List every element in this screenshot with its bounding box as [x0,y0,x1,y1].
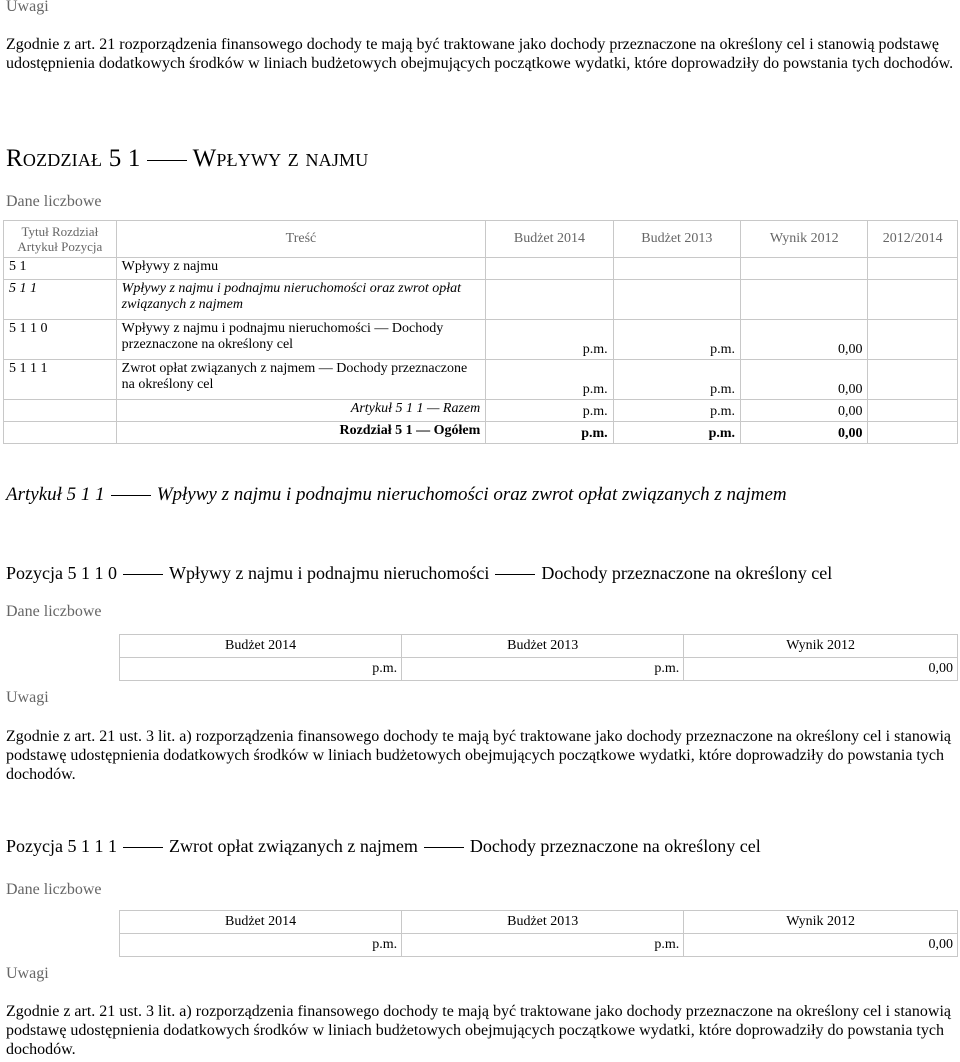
col-header-text: Treść [116,221,486,258]
empty-cell [4,400,117,422]
cell-b2014 [486,258,613,280]
uwagi-note: Zgodnie z art. 21 ust. 3 lit. a) rozporządzenia finansowego dochody te mają być traktowane jako dochody przeznaczone na określony cel i stanowią podstawę udostępnienia dodatkowych środków w liniach budżetowych obejmujących początkowe wydatki, które doprowadziły do powstania tych dochodów. [6,1003,951,1058]
col-header-b2013: Budżet 2013 [613,221,740,258]
chapter-label: Rozdział 5 1 [6,145,141,172]
dane-liczbowe-label: Dane liczbowe [6,603,102,620]
chapter-table [3,220,958,444]
total-label: Rozdział 5 1 — Ogółem [116,422,486,444]
position-name: Wpływy z najmu i podnajmu nieruchomości [168,563,490,583]
cell-w2012: 0,00 [741,400,868,422]
article-label: Artykuł 5 1 1 [6,484,105,505]
cell-b2014: p.m. [486,360,613,400]
dash-separator [424,847,464,848]
cell-b2013: p.m. [613,360,740,400]
cell-b2013: p.m. [402,934,684,957]
position-heading [6,563,832,584]
row-text: Zwrot opłat związanych z najmem — Dochody przeznaczone na określony cel [116,360,486,400]
table-row [4,280,958,320]
position-suffix: Dochody przeznaczone na określony cel [469,836,761,856]
article-heading [6,484,787,506]
empty-cell [4,422,117,444]
cell-b2014: p.m. [120,934,402,957]
chapter-heading [6,145,368,173]
dash-separator [123,847,163,848]
cell-ratio [868,280,958,320]
cell-w2012: 0,00 [741,320,868,360]
subtotal-label: Artykuł 5 1 1 — Razem [116,400,486,422]
position-heading [6,836,761,857]
uwagi-heading: Uwagi [6,689,49,706]
row-text: Wpływy z najmu i podnajmu nieruchomości — Dochody przeznaczone na określony cel [116,320,486,360]
cell-w2012: 0,00 [741,422,868,444]
position-table [119,910,958,957]
chapter-name: Wpływy z najmu [192,145,369,172]
position-name: Zwrot opłat związanych z najmem [168,836,418,856]
row-text: Wpływy z najmu i podnajmu nieruchomości oraz zwrot opłat związanych z najmem [116,280,486,320]
cell-ratio [868,360,958,400]
col-header-b2013: Budżet 2013 [402,635,684,658]
col-header-b2014: Budżet 2014 [120,635,402,658]
cell-b2014 [486,280,613,320]
uwagi-note: Zgodnie z art. 21 rozporządzenia finansowego dochody te mają być traktowane jako dochody przeznaczone na określony cel i stanowią podstawę udostępnienia dodatkowych środków w liniach budżetowych obejmujących początkowe wydatki, które doprowadziły do powstania tych dochodów. [6,36,954,72]
cell-ratio [868,320,958,360]
col-header-b2014: Budżet 2014 [486,221,613,258]
col-header-code: Tytuł Rozdział Artykuł Pozycja [4,221,117,258]
empty-cell [868,400,958,422]
row-code: 5 1 1 0 [4,320,117,360]
total-row [4,422,958,444]
col-header-w2012: Wynik 2012 [741,221,868,258]
row-code: 5 1 1 [4,280,117,320]
cell-b2013: p.m. [613,422,740,444]
article-name: Wpływy z najmu i podnajmu nieruchomości oraz zwrot opłat związanych z najmem [156,484,787,505]
dane-liczbowe-label: Dane liczbowe [6,881,102,898]
position-table [119,634,958,681]
col-header-b2013: Budżet 2013 [402,911,684,934]
table-row [4,360,958,400]
cell-w2012: 0,00 [684,658,958,681]
row-code: 5 1 1 1 [4,360,117,400]
cell-b2014: p.m. [486,400,613,422]
dash-separator [495,574,535,575]
uwagi-heading: Uwagi [6,0,49,15]
cell-b2013: p.m. [613,320,740,360]
uwagi-note: Zgodnie z art. 21 ust. 3 lit. a) rozporządzenia finansowego dochody te mają być traktowane jako dochody przeznaczone na określony cel i stanowią podstawę udostępnienia dodatkowych środków w liniach budżetowych obejmujących początkowe wydatki, które doprowadziły do powstania tych dochodów. [6,728,951,783]
cell-w2012 [741,258,868,280]
empty-cell [868,422,958,444]
cell-b2013 [613,280,740,320]
cell-b2014: p.m. [120,658,402,681]
table-row [4,258,958,280]
col-header-b2014: Budżet 2014 [120,911,402,934]
cell-b2013: p.m. [402,658,684,681]
cell-w2012: 0,00 [684,934,958,957]
col-header-ratio: 2012/2014 [868,221,958,258]
position-suffix: Dochody przeznaczone na określony cel [541,563,833,583]
cell-b2013 [613,258,740,280]
cell-b2014: p.m. [486,320,613,360]
table-row [4,320,958,360]
cell-b2013: p.m. [613,400,740,422]
col-header-w2012: Wynik 2012 [684,911,958,934]
row-text: Wpływy z najmu [116,258,486,280]
row-code: 5 1 [4,258,117,280]
position-label: Pozycja 5 1 1 0 [6,563,117,583]
cell-w2012 [741,280,868,320]
position-label: Pozycja 5 1 1 1 [6,836,117,856]
cell-w2012: 0,00 [741,360,868,400]
uwagi-heading: Uwagi [6,965,49,982]
dash-separator [111,495,151,496]
subtotal-row [4,400,958,422]
cell-ratio [868,258,958,280]
dane-liczbowe-label: Dane liczbowe [6,193,102,210]
cell-b2014: p.m. [486,422,613,444]
dash-separator [123,574,163,575]
dash-separator [147,160,187,161]
col-header-w2012: Wynik 2012 [684,635,958,658]
